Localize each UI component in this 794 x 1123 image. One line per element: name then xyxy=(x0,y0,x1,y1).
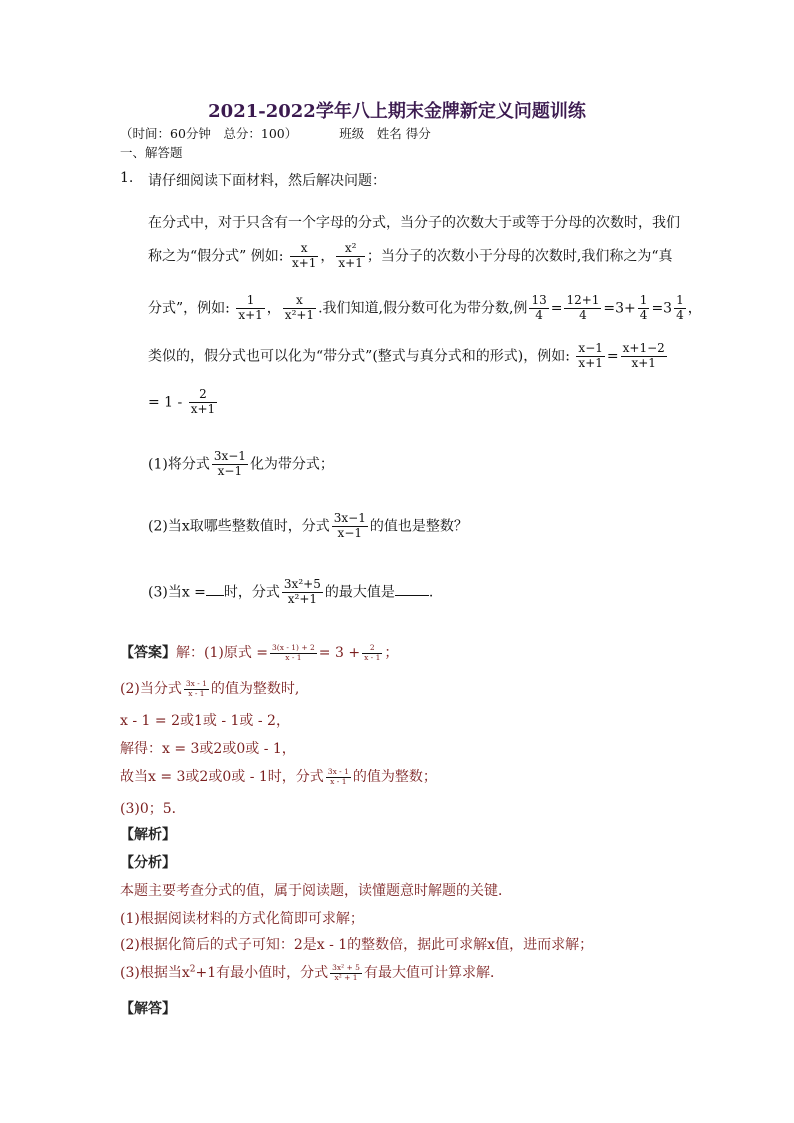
denominator: 4 xyxy=(676,307,684,322)
fraction xyxy=(290,242,318,271)
text: 的值为整数时, xyxy=(210,681,300,697)
text: = 1 - xyxy=(148,394,183,411)
numerator: 2 xyxy=(362,644,382,654)
analysis-line-2: (1)根据阅读材料的方式化简即可求解； xyxy=(120,911,364,927)
numerator: x xyxy=(290,242,318,257)
denominator: x - 1 xyxy=(330,776,347,786)
answer-blank[interactable] xyxy=(206,583,224,596)
numerator: 3x - 1 xyxy=(185,678,207,688)
fraction xyxy=(674,294,686,323)
section-heading: 一、解答题 xyxy=(120,145,183,160)
denominator: x²+1 xyxy=(284,307,315,322)
question-intro: 请仔细阅读下面材料，然后解决问题： xyxy=(148,173,386,189)
fraction xyxy=(189,388,217,417)
text: 故当x = 3或2或0或 - 1时，分式 xyxy=(120,769,324,785)
text: (2)当x取哪些整数值时，分式 xyxy=(148,518,330,535)
numerator: 3x−1 xyxy=(333,511,366,525)
denominator: x−1 xyxy=(217,463,243,478)
fraction xyxy=(326,768,351,786)
material-line-3 xyxy=(148,294,702,323)
numerator: 1 xyxy=(639,293,648,307)
answer-line-3: x - 1 = 2或1或 - 1或 - 2， xyxy=(120,713,290,729)
numerator: 3x−1 xyxy=(213,449,246,463)
subquestion-1 xyxy=(148,450,334,479)
fraction xyxy=(184,680,209,698)
text: .我们知道,假分数可化为带分数,例 xyxy=(318,300,528,317)
numerator: 13 xyxy=(531,293,547,307)
text: ， xyxy=(687,300,702,317)
fraction xyxy=(212,450,248,479)
analysis-line-1: 本题主要考查分式的值，属于阅读题，读懂题意时解题的关键． xyxy=(120,883,512,899)
text: 的最大值是 xyxy=(324,584,395,601)
numerator: 3x - 1 xyxy=(327,766,349,776)
denominator: x+1 xyxy=(291,255,317,270)
fraction xyxy=(621,342,667,371)
text: = 3 + xyxy=(318,645,361,661)
fraction xyxy=(638,294,650,323)
page-title: 2021-2022学年八上期末金牌新定义问题训练 xyxy=(208,101,586,122)
jiexi-label: 【解析】 xyxy=(120,827,176,843)
numerator: 12+1 xyxy=(566,293,600,307)
material-line-4 xyxy=(148,342,669,371)
denominator: x+1 xyxy=(578,355,603,370)
text: 分式”，例如: xyxy=(148,300,230,317)
denominator: x²+1 xyxy=(287,591,318,606)
denominator: x - 1 xyxy=(364,652,381,662)
answer-line-2 xyxy=(120,678,299,698)
superscript: 2 xyxy=(189,964,196,975)
text: +1有最小值时，分式 xyxy=(195,965,329,981)
text: 解：(1)原式 = xyxy=(176,645,269,661)
text: 称之为“假分式” 例如: xyxy=(148,248,284,265)
denominator: x−1 xyxy=(337,525,363,540)
text: ， xyxy=(320,248,335,265)
material-line-1: 在分式中，对于只含有一个字母的分式，当分子的次数大于或等于分母的次数时，我们 xyxy=(148,215,680,231)
analysis-line-3: (2)根据化简后的式子可知：2是x - 1的整数倍，据此可求解x值，进而求解； xyxy=(120,937,594,953)
numerator: x² xyxy=(336,242,364,257)
text: 的值也是整数？ xyxy=(369,518,468,535)
numerator: 2 xyxy=(189,388,217,403)
text: (1)将分式 xyxy=(148,456,210,473)
denominator: 4 xyxy=(579,307,587,322)
numerator: 3x²+5 xyxy=(283,577,321,591)
answer-line-1 xyxy=(120,642,398,662)
fraction xyxy=(362,644,382,662)
material-line-2 xyxy=(148,242,672,271)
subquestion-3 xyxy=(148,578,433,607)
question-number: 1. xyxy=(120,170,134,186)
class-fields: 班级 姓名 得分 xyxy=(339,126,431,141)
fraction xyxy=(529,294,548,323)
denominator: x² + 1 xyxy=(334,972,358,982)
denominator: x+1 xyxy=(338,255,363,270)
fraction xyxy=(330,964,362,982)
text: = xyxy=(606,348,619,365)
numerator: 1 xyxy=(236,294,264,309)
denominator: x - 1 xyxy=(285,652,302,662)
fraction xyxy=(283,294,316,323)
analysis-line-4 xyxy=(120,962,504,982)
text: 时，分式 xyxy=(223,584,280,601)
text: (3)根据当x xyxy=(120,965,190,981)
subquestion-2 xyxy=(148,512,468,541)
text: ；当分子的次数小于分母的次数时,我们称之为“真 xyxy=(366,248,673,265)
exam-meta xyxy=(120,124,431,142)
numerator: 1 xyxy=(676,293,684,307)
text: 的值为整数； xyxy=(352,769,437,785)
fenxi-label: 【分析】 xyxy=(120,855,176,871)
material-line-5 xyxy=(148,388,219,417)
text: =3+ xyxy=(603,300,636,317)
text: (3)当x = xyxy=(148,584,206,601)
denominator: x - 1 xyxy=(188,688,205,698)
answer-line-5 xyxy=(120,766,437,786)
denominator: x+1 xyxy=(190,401,216,416)
fraction xyxy=(332,512,368,541)
denominator: 4 xyxy=(535,307,543,322)
answer-label: 【答案】 xyxy=(120,645,176,661)
text: . xyxy=(428,584,434,601)
fraction xyxy=(236,294,264,323)
fraction xyxy=(576,342,604,371)
text: 有最大值可计算求解． xyxy=(363,965,504,981)
exam-time: （时间：60分钟 总分：100） xyxy=(120,126,298,141)
jieda-label: 【解答】 xyxy=(120,1001,176,1017)
text: ； xyxy=(384,645,399,661)
text: 类似的，假分式也可以化为“带分式”(整式与真分式和的形式)，例如: xyxy=(148,348,570,365)
numerator: 3x² + 5 xyxy=(332,962,360,972)
text: (2)当分式 xyxy=(120,681,182,697)
text: ， xyxy=(266,300,281,317)
denominator: 4 xyxy=(639,307,648,322)
text: 化为带分式； xyxy=(249,456,334,473)
numerator: 3(x - 1) + 2 xyxy=(272,642,315,652)
numerator: x xyxy=(283,294,316,309)
numerator: x−1 xyxy=(578,341,603,355)
text: = xyxy=(550,300,563,317)
answer-line-4: 解得：x = 3或2或0或 - 1， xyxy=(120,741,296,757)
fraction xyxy=(336,242,364,271)
fraction xyxy=(270,644,317,662)
answer-line-6: (3)0；5． xyxy=(120,801,186,817)
fraction xyxy=(564,294,601,323)
denominator: x+1 xyxy=(238,307,263,322)
denominator: x+1 xyxy=(631,355,656,370)
text: =3 xyxy=(651,300,673,317)
answer-blank[interactable] xyxy=(395,583,429,596)
fraction xyxy=(282,578,323,607)
numerator: x+1−2 xyxy=(622,341,665,355)
